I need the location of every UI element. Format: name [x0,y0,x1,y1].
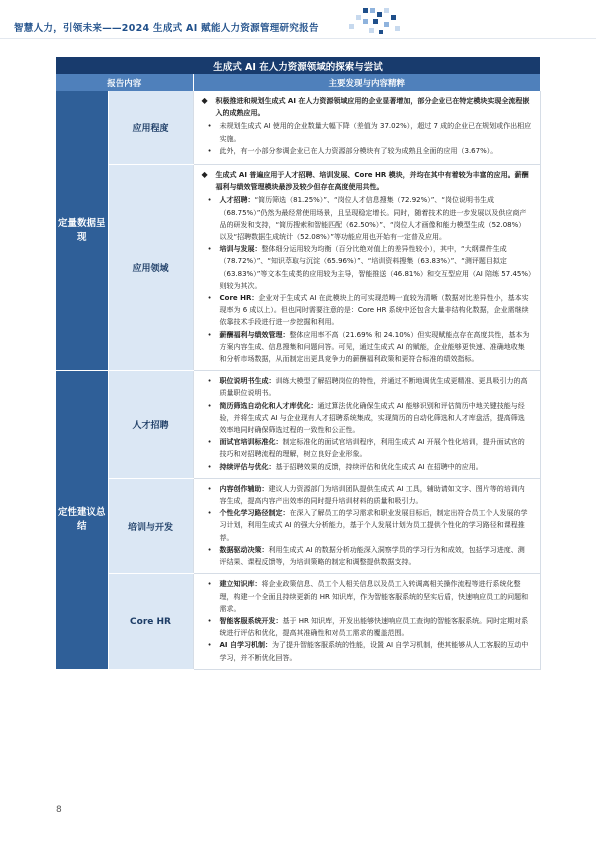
table-row [56,574,540,669]
dot-bullet-icon: • [207,122,212,131]
dot-bullet-icon: • [207,545,212,554]
table-row [56,371,540,479]
list-item: • 建立知识库：将企业政策信息、员工个人相关信息以及员工入转调离相关操作流程等进行系统化整理，构建一个全面且持续更新的 HR 知识库，作为智能客服系统的坚实后盾，快速响应员工的问题和需求。 [207,580,529,613]
list-item: • 职位说明书生成：训练大模型了解招聘岗位的特性，并通过不断地调优生成更精准、更具吸引力的高质量职位说明书。 [207,377,528,398]
dot-bullet-icon: • [207,509,212,518]
table-row [56,91,540,165]
subcategory-cell: 应用程度 [108,91,193,165]
pixel-mosaic-logo [343,6,403,36]
header-divider [0,38,596,39]
findings-table [56,57,541,670]
findings-cell [193,371,540,479]
list-item: • 未规划生成式 AI 使用的企业数量大幅下降（差值为 37.02%），超过 7 成的企业已在规划或作出相应实施。 [207,122,532,143]
diamond-bullet-icon: ◆ [201,96,208,105]
list-item: • 个性化学习路径制定：在深入了解员工的学习需求和职业发展目标后，制定出符合员工个人发展的学习计划，利用生成式 AI 的强大分析能力，基于个人发展计划为员工提供个性化的学习路径和课程推荐。 [207,509,528,542]
column-header-findings: 主要发现与内容精粹 [193,74,540,91]
dot-bullet-icon: • [207,401,212,410]
dot-bullet-icon: • [207,616,212,625]
list-item: • 薪酬福利与绩效管理：整体应用率不高（21.69% 和 24.10%）但实现赋能点存在高度共性，基本为方案内容生成、信息搜集和问题问答。可见，通过生成式 AI 的赋能，企业能够更快速、准确地收集和分析市场数据，从而制定出更具竞争力的薪酬福利政策和更符合标准的绩效指标。 [207,330,530,364]
dot-bullet-icon: • [207,377,212,386]
dot-bullet-icon: • [207,641,212,650]
list-item: • 内容创作辅助：建议人力资源部门为培训团队提供生成式 AI 工具，辅助请如文字、图片等的培训内容生成，提高内容产出效率的同时提升培训材料的质量和吸引力。 [207,484,525,506]
list-item: • 智能客服系统开发：基于 HR 知识库，开发出能够快速响应员工查询的智能客服系统。同时定期对系统进行评估和优化，提高其准确性和对员工需求的覆盖范围。 [207,616,529,638]
list-item: • 培训与发展：整体细分运用较为均衡（百分比绝对值上的差异性较小），其中，“大纲课件生成（78.72%）”、“知识萃取与沉淀（65.96%）”、“培训资料搜集（63.83%）”、“测评题目拟定（63.83%）”等文本生成类的应用较为主导，智能推送（46.81%）和交互型应用（AI 陪练 57.45%）则较为其次。 [207,245,532,290]
column-header-report-content: 报告内容 [56,74,193,91]
list-item: • 此外，有一小部分参调企业已在人力资源部分模块有了较为成熟且全面的应用（3.67%）。 [202,145,532,157]
dot-bullet-icon: • [207,580,212,589]
list-item: • 持续评估与优化：基于招聘效果的反馈，持续评估和优化生成式 AI 在招聘中的应用。 [202,461,532,473]
category-cell: 定量数据呈现 [56,91,108,371]
subcategory-cell: Core HR [108,574,193,669]
dot-bullet-icon: • [207,438,212,447]
list-item: • 人才招聘：“简历筛选（81.25%）”、“岗位人才信息搜集（72.92%）”、“岗位说明书生成（68.75%）”仍然为最经常使用场景，且呈现稳定增长。同时，随着技术的进一步发展以及供应商产品的研发和支持，“简历搜索和智能匹配（62.50%）”、“岗位人才画像和能力模型生成（52.08%）以及“招聘数据生成统计（52.08%）”等功能应用也开始有一定普及应用。 [207,196,527,242]
diamond-bullet-icon: ◆ [201,170,208,179]
page-number: 8 [56,805,62,815]
findings-cell [193,478,540,573]
header-title: 智慧人力，引领未来——2024 生成式 AI 赋能人力资源管理研究报告 [14,23,319,34]
subcategory-cell: 培训与开发 [108,478,193,573]
dot-bullet-icon: • [207,484,212,493]
list-item: • 数据驱动决策：利用生成式 AI 的数据分析功能深入洞察学员的学习行为和成效，包括学习进度、测评结果、课程反馈等，为培训策略的制定和调整提供数据支持。 [207,545,525,567]
category-cell: 定性建议总结 [56,371,108,669]
list-item: • Core HR：企业对于生成式 AI 在此模块上的可实现范畴一直较为清晰（数据对比差异性小，基本实现率为 6 成以上）。但也同时需要注意的是：Core HR 系统中还包含大量非结构化数据，企业需继续依靠技术手段进行进一步挖掘和利用。 [207,294,529,327]
table-title: 生成式 AI 在人力资源领域的探索与尝试 [56,57,540,74]
dot-bullet-icon: • [207,146,212,155]
dot-bullet-icon: • [207,245,212,254]
findings-cell [193,165,540,371]
list-item: • 面试官培训标准化：制定标准化的面试官培训程序，利用生成式 AI 开展个性化培训，提升面试官的技巧和对招聘流程的理解，树立良好企业形象。 [207,438,525,459]
dot-bullet-icon: • [207,294,212,303]
summary-point: ◆ 生成式 AI 普遍应用于人才招聘、培训发展、Core HR 模块，并均在其中有着较为丰富的应用。薪酬福利与绩效管理模块最涉及较少但存在高度使用共性。 [201,170,529,192]
table-row [56,478,540,573]
dot-bullet-icon: • [207,196,212,205]
findings-cell [193,574,540,669]
findings-cell [193,91,540,165]
dot-bullet-icon: • [207,330,212,339]
list-item: • 简历筛选自动化和人才库优化：通过算法优化确保生成式 AI 能够识别和评估简历中地关键技能与经验，并将生成式 AI 与企业现有人才招聘系统集成，实现简历的自动化筛选和人才库盘活，提高筛选效率地同时确保筛选过程的一致性和公正性。 [207,401,525,435]
table-row [56,165,540,371]
subcategory-cell: 人才招聘 [108,371,193,479]
summary-point: ◆ 积极推进和规划生成式 AI 在人力资源领域应用的企业显著增加，部分企业已在特定模块实现全流程嵌入的成熟应用。 [201,96,530,118]
list-item: • AI 自学习机制：为了提升智能客服系统的性能，设置 AI 自学习机制，使其能够从人工客服的互动中学习，并不断优化回答。 [207,641,529,662]
dot-bullet-icon: • [207,462,212,471]
subcategory-cell: 应用领域 [108,165,193,371]
